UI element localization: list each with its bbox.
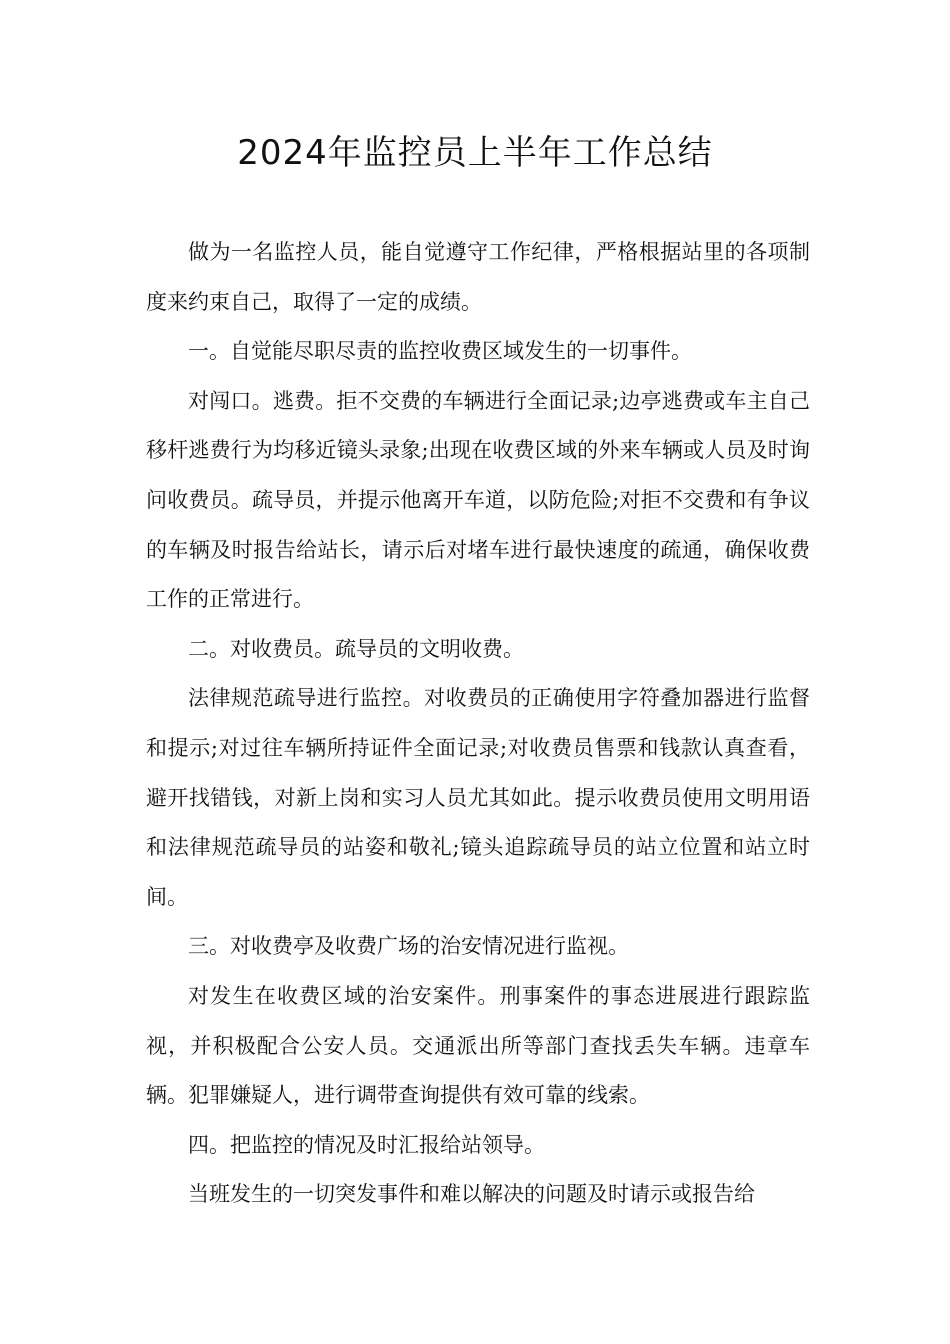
document-body <box>146 228 810 1220</box>
paragraph-section-2-heading: 二。对收费员。疏导员的文明收费。 <box>188 636 524 661</box>
paragraph-section-1-body: 对闯口。逃费。拒不交费的车辆进行全面记录;边亭逃费或车主自己移杆逃费行为均移近镜头录象;出现在收费区域的外来车辆或人员及时询问收费员。疏导员，并提示他离开车道，以防危险;对拒不交费和有争议的车辆及时报告给站长，请示后对堵车进行最快速度的疏通，确保收费工作的正常进行。 <box>146 388 810 612</box>
paragraph-section-2-body: 法律规范疏导进行监控。对收费员的正确使用字符叠加器进行监督和提示;对过往车辆所持证件全面记录;对收费员售票和钱款认真查看，避开找错钱，对新上岗和实习人员尤其如此。提示收费员使用文明用语和法律规范疏导员的站姿和敬礼;镜头追踪疏导员的站立位置和站立时间。 <box>146 686 810 909</box>
paragraph-intro: 做为一名监控人员，能自觉遵守工作纪律，严格根据站里的各项制度来约束自己，取得了一定的成绩。 <box>146 240 810 314</box>
paragraph-section-3-body: 对发生在收费区域的治安案件。刑事案件的事态进展进行跟踪监视，并积极配合公安人员。交通派出所等部门查找丢失车辆。违章车辆。犯罪嫌疑人，进行调带查询提供有效可靠的线索。 <box>146 983 810 1108</box>
document-title: 2024年监控员上半年工作总结 <box>237 133 713 173</box>
paragraph-section-4-heading: 四。把监控的情况及时汇报给站领导。 <box>188 1132 545 1157</box>
paragraph-section-1-heading: 一。自觉能尽职尽责的监控收费区域发生的一切事件。 <box>188 339 692 364</box>
paragraph-section-4-body: 当班发生的一切突发事件和难以解决的问题及时请示或报告给 <box>188 1182 755 1207</box>
paragraph-section-3-heading: 三。对收费亭及收费广场的治安情况进行监视。 <box>188 934 629 959</box>
